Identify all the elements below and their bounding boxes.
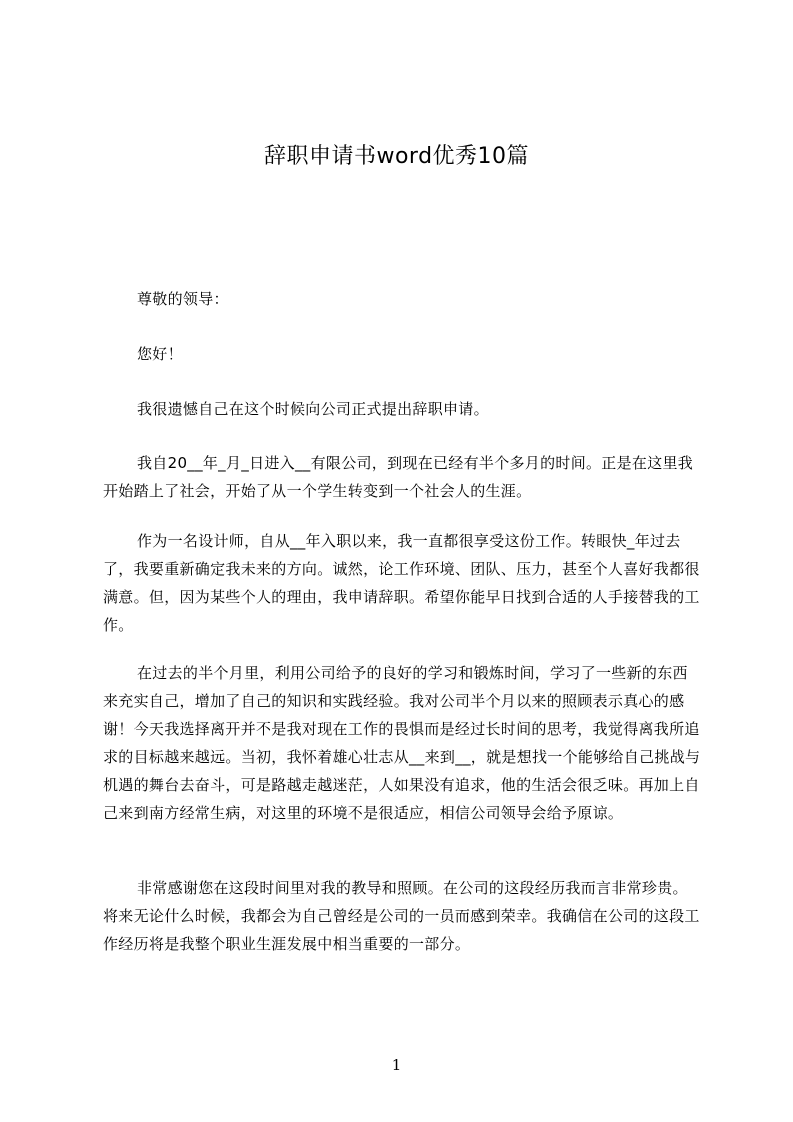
greeting: 您好！ bbox=[137, 345, 183, 363]
page-number: 1 bbox=[391, 1056, 402, 1074]
paragraph-1: 我很遗憾自己在这个时候向公司正式提出辞职申请。 bbox=[137, 400, 489, 418]
paragraph-3: 作为一名设计师，自从__年入职以来，我一直都很享受这份工作。转眼快_年过去了，我要重新确定我未来的方向。诚然，论工作环境、团队、压力，甚至个人喜好我都很满意。但，因为某些个人的理由，我申请辞职。希望你能早日找到合适的人手接替我的工作。 bbox=[103, 532, 700, 634]
document-title: 辞职申请书word优秀10篇 bbox=[263, 144, 530, 169]
paragraph-5: 非常感谢您在这段时间里对我的教导和照顾。在公司的这段经历我而言非常珍贵。将来无论什么时候，我都会为自己曾经是公司的一员而感到荣幸。我确信在公司的这段工作经历将是我整个职业生涯发展中相当重要的一部分。 bbox=[103, 879, 700, 953]
paragraph-2: 我自20__年_月_日进入__有限公司，到现在已经有半个多月的时间。正是在这里我开始踏上了社会，开始了从一个学生转变到一个社会人的生涯。 bbox=[103, 454, 694, 500]
salutation: 尊敬的领导： bbox=[137, 290, 229, 308]
paragraph-4: 在过去的半个月里，利用公司给予的良好的学习和锻炼时间，学习了一些新的东西来充实自己，增加了自己的知识和实践经验。我对公司半个月以来的照顾表示真心的感谢！今天我选择离开并不是我对现在工作的畏惧而是经过长时间的思考，我觉得离我所追求的目标越来越远。当初，我怀着雄心壮志从__来到__，就是想找一个能够给自己挑战与机遇的舞台去奋斗，可是路越走越迷茫，人如果没有追求，他的生活会很乏味。再加上自己来到南方经常生病，对这里的环境不是很适应，相信公司领导会给予原谅。 bbox=[103, 664, 701, 822]
